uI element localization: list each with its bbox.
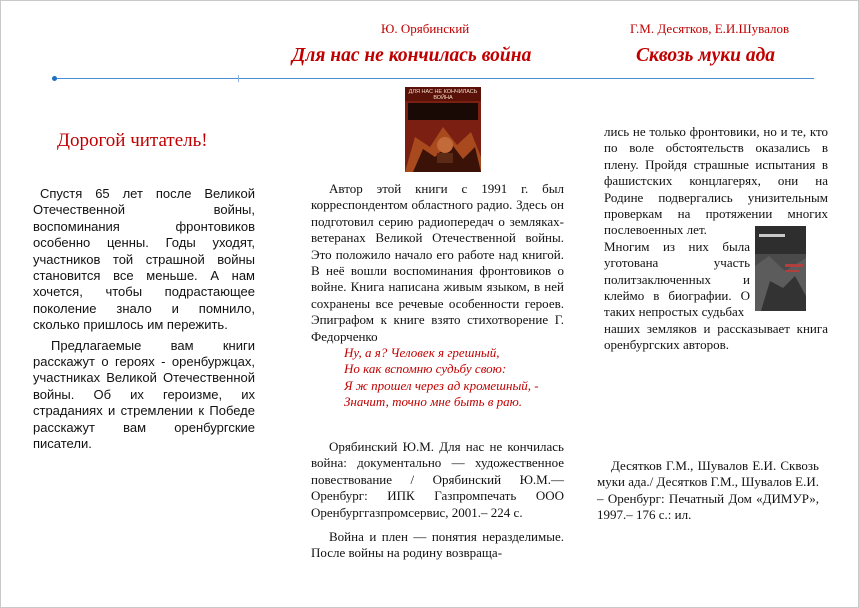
poem-line: Но как вспомню судьбу свою:: [344, 361, 507, 377]
book1-annotation: Автор этой книги с 1991 г. был корреспондентом областного радио. Здесь он подготовил серию радиопередач о земляках-ветеранах Великой Отечественной войны. Это положило начало его работе над книгой. В неё вошли воспоминания фронтовиков о войне. Книга написана живым языком, в ней сохранены все речевые особенности героев. Эпиграфом к книге взято стихотворение Г. Федорченко: [311, 181, 564, 344]
book2-bibliography: [597, 458, 819, 524]
poem-line: Ну, а я? Человек я грешный,: [344, 345, 500, 360]
divider-marker: [238, 75, 239, 82]
book2-author: Г.М. Десятков, Е.И.Шувалов: [630, 21, 790, 36]
book2-annotation-part1: лись не только фронтовики, но и те, кто по воле обстоятельств оказались в плену. Пройдя страшные испытания в фашистских концлагерях, они на Родине подвергались унизительным проверкам на протяжении многих послевоенных лет.: [604, 124, 828, 238]
intro-text: [33, 186, 255, 453]
book1-author: Ю. Орябинский: [381, 21, 470, 36]
book2-title: Сквозь муки ада: [636, 45, 776, 66]
book1-cover-image: [405, 87, 481, 172]
book2-bib-entry: Десятков Г.М., Шувалов Е.И. Сквозь муки ада./ Десятков Г.М., Шувалов Е.И. – Оренбург: Печатный Дом «ДИМУР», 1997.– 176 с.: ил.: [597, 458, 819, 523]
intro-paragraph-2: Предлагаемые вам книги расскажут о героях - оренбуржцах, участниках Великой Отечественной войны. Об их героизме, их страданиях и стремлении к Победе расскажут вам оренбургские писатели.: [33, 337, 255, 452]
greeting-heading: Дорогой читатель!: [57, 130, 208, 151]
intro-paragraph-1: Спустя 65 лет после Великой Отечественной войны, воспоминания фронтовиков особенно ценны. Годы уходят, участников той страшной войны становится все меньше. А нам хочется, чтобы подрастающее поколение знало и помнило, сколько пришлось им пережить.: [33, 186, 255, 333]
book1-description: [311, 181, 564, 345]
book2-annotation-part3: наших земляков и рассказывает книга оренбургских авторов.: [604, 320, 828, 353]
book2-cover-image: [755, 226, 806, 311]
book1-bibliography: [311, 439, 564, 562]
book1-title: Для нас не кончилась война: [292, 45, 532, 66]
poem-line: Значит, точно мне быть в раю.: [344, 394, 523, 410]
header-divider: [54, 78, 814, 79]
cover-label: ДЛЯ НАС НЕ КОНЧИЛАСЬ ВОЙНА: [408, 89, 478, 101]
poem-line: Я ж прошел через ад кромешный, -: [344, 377, 539, 393]
book2-intro-text: Война и плен — понятия неразделимые. После войны на родину возвраща-: [311, 529, 564, 561]
divider-handle: [52, 76, 57, 81]
epigraph-poem: [344, 345, 539, 411]
book2-annotation-part2: Многим из них была уготована участь политзаключенных и клеймо в биографии. О таких непростых судьбах: [604, 238, 750, 320]
book1-bib-entry: Орябинский Ю.М. Для нас не кончилась война: документально — художественное повествование / Орябинский Ю.М.— Оренбург: ИПК Газпромпечать ООО Оренбурггазпромсервис, 2001.– 224 с.: [311, 439, 564, 520]
